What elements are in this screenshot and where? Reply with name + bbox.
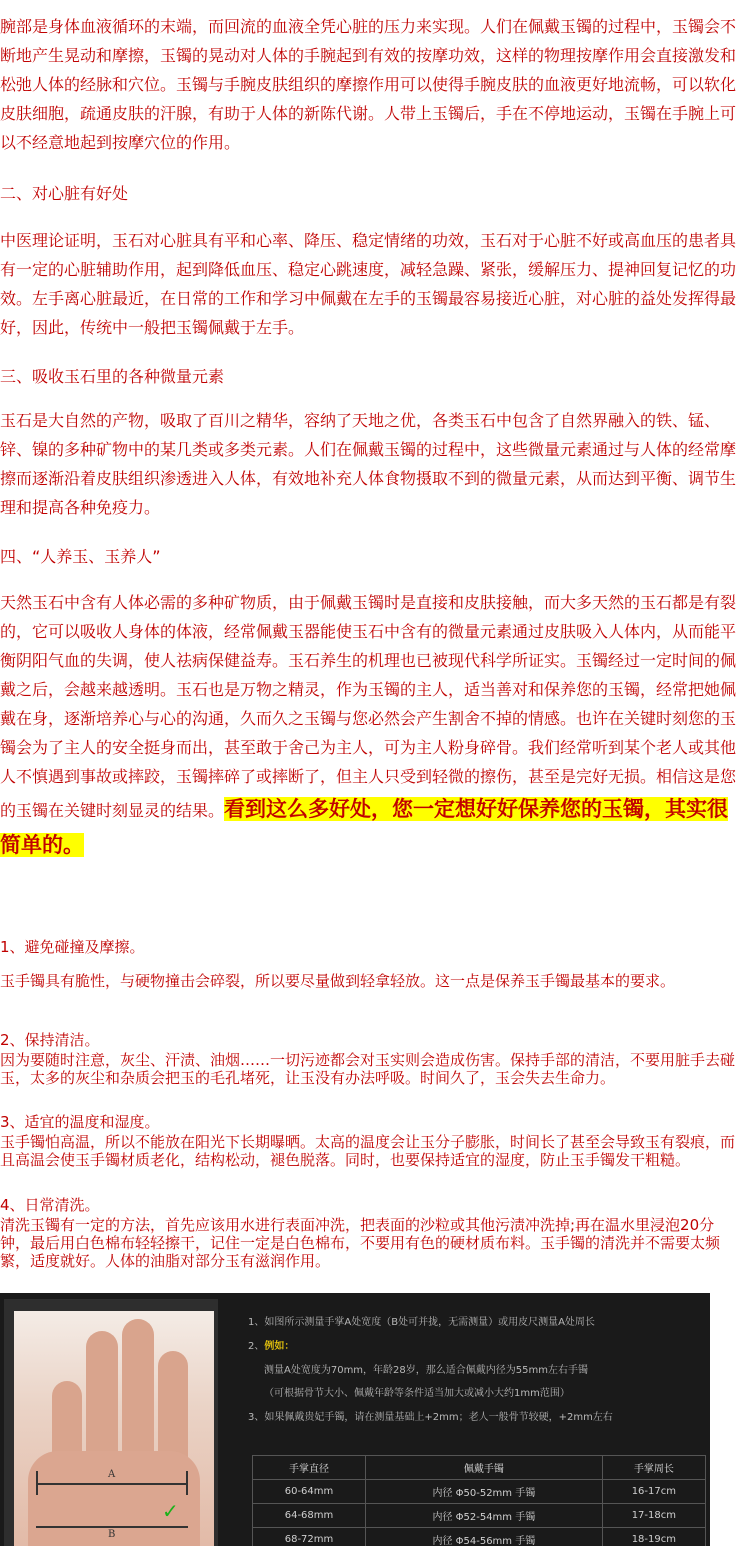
hand-photo-frame [4, 1299, 218, 1546]
measure-line-b [36, 1526, 188, 1528]
highlight-callout: 看到这么多好处，您一定想好好保养您的玉镯，其实很简单的。 [0, 797, 729, 857]
check-mark-icon: ✓ [162, 1499, 179, 1523]
guide-example-note: （可根据骨节大小、佩戴年龄等条件适当加大或减小大约1mm范围） [264, 1388, 570, 1399]
guide-example-text: 测量A处宽度为70mm，年龄28岁，那么适合佩戴内径为55mm左右手镯 [264, 1365, 588, 1376]
table-cell: 内径 Φ50-52mm 手镯 [366, 1480, 603, 1504]
care-1-body: 玉手镯具有脆性，与硬物撞击会碎裂，所以要尽量做到轻拿轻放。这一点是保养玉手镯最基本的要求。 [0, 972, 676, 990]
guide-step-1: 1、如图所示测量手掌A处宽度（B处可并拢，无需测量）或用皮尺测量A处周长 [248, 1317, 595, 1328]
table-header-cell: 手掌直径 [253, 1456, 366, 1480]
measure-tick [186, 1471, 188, 1495]
table-header-cell: 佩戴手镯 [366, 1456, 603, 1480]
heading-heart: 二、对心脏有好处 [0, 184, 129, 203]
measure-tick [36, 1471, 38, 1495]
guide-step-3: 3、如果佩戴贵妃手镯，请在测量基础上+2mm；老人一般骨节较硬，+2mm左右 [248, 1412, 613, 1423]
guide-step-2-number: 2、 [248, 1341, 265, 1352]
paragraph-trace-elements: 玉石是大自然的产物，吸取了百川之精华，容纳了天地之优，各类玉石中包含了自然界融入的铁、锰、锌、镍的多种矿物中的某几类或多类元素。人们在佩戴玉镯的过程中，这些微量元素通过与人体的经常摩擦而逐渐沿着皮肤组织渗透进入人体，有效地补充人体食物摄取不到的微量元素，从而达到平衡、调节生理和提高各种免疫力。 [0, 411, 737, 517]
finger-shape [86, 1331, 118, 1461]
paragraph-nurture [0, 588, 742, 863]
care-2-body: 因为要随时注意，灰尘、汗渍、油烟……一切污迹都会对玉实则会造成伤害。保持手部的清洁，不要用脏手去碰玉，太多的灰尘和杂质会把玉的毛孔堵死，让玉没有办法呼吸。时间久了，玉会失去生命力。 [0, 1051, 736, 1087]
table-row [253, 1504, 706, 1528]
size-table [252, 1455, 706, 1546]
table-cell: 内径 Φ54-56mm 手镯 [366, 1528, 603, 1546]
table-cell: 17-18cm [602, 1504, 705, 1528]
care-4-body: 清洗玉镯有一定的方法，首先应该用水进行表面冲洗，把表面的沙粒或其他污渍冲洗掉;再在温水里浸泡20分钟，最后用白色棉布轻轻擦干，记住一定是白色棉布，不要用有色的硬材质布料。玉手镯的清洗并不需要太频繁，适度就好。人体的油脂对部分玉有滋润作用。 [0, 1216, 721, 1270]
table-cell: 64-68mm [253, 1504, 366, 1528]
table-cell: 60-64mm [253, 1480, 366, 1504]
care-2-title: 2、保持清洁。 [0, 1031, 100, 1049]
table-row [253, 1480, 706, 1504]
paragraph-heart: 中医理论证明，玉石对心脏具有平和心率、降压、稳定情绪的功效，玉石对于心脏不好或高血压的患者具有一定的心脏辅助作用，起到降低血压、稳定心跳速度，减轻急躁、紧张，缓解压力、提神回复记忆的功效。左手离心脏最近，在日常的工作和学习中佩戴在左手的玉镯最容易接近心脏，对心脏的益处发挥得最好，因此，传统中一般把玉镯佩戴于左手。 [0, 231, 737, 337]
label-b: B [108, 1529, 116, 1540]
care-1-title: 1、避免碰撞及摩擦。 [0, 938, 145, 956]
guide-example-label: 例如： [264, 1341, 295, 1352]
table-row [253, 1528, 706, 1546]
table-cell: 68-72mm [253, 1528, 366, 1546]
table-header-cell: 手掌周长 [602, 1456, 705, 1480]
paragraph-nurture-text: 天然玉石中含有人体必需的多种矿物质，由于佩戴玉镯时是直接和皮肤接触，而大多天然的玉石都是有裂的，它可以吸收人身体的体液，经常佩戴玉器能使玉石中含有的微量元素通过皮肤吸入人体内，从而能平衡阴阳气血的失调，使人祛病保健益寿。玉石养生的机理也已被现代科学所证实。玉镯经过一定时间的佩戴之后，会越来越透明。玉石也是万物之精灵，作为玉镯的主人，适当善对和保养您的玉镯，经常把她佩戴在身，逐渐培养心与心的沟通，久而久之玉镯与您必然会产生割舍不掉的情感。也许在关键时刻您的玉镯会为了主人的安全挺身而出，甚至敢于舍己为主人，可为主人粉身碎骨。我们经常听到某个老人或其他人不慎遇到事故或摔跤，玉镯摔碎了或摔断了，但主人只受到轻微的擦伤，甚至是完好无损。相信这是您的玉镯在关键时刻显灵的结果。 [0, 593, 737, 820]
finger-shape [122, 1319, 154, 1459]
measure-line-a [36, 1483, 188, 1485]
care-4-title: 4、日常清洗。 [0, 1196, 100, 1214]
paragraph-massage: 腕部是身体血液循环的末端，而回流的血液全凭心脏的压力来实现。人们在佩戴玉镯的过程中，玉镯会不断地产生晃动和摩擦，玉镯的晃动对人体的手腕起到有效的按摩功效，这样的物理按摩作用会直接激发和松弛人体的经脉和穴位。玉镯与手腕皮肤组织的摩擦作用可以使得手腕皮肤的血液更好地流畅，可以软化皮肤细胞，疏通皮肤的汗腺，有助于人体的新陈代谢。人带上玉镯后，手在不停地运动，玉镯在手腕上可以不经意地起到按摩穴位的作用。 [0, 17, 737, 152]
table-cell: 18-19cm [602, 1528, 705, 1546]
table-cell: 16-17cm [602, 1480, 705, 1504]
table-cell: 内径 Φ52-54mm 手镯 [366, 1504, 603, 1528]
care-3-body: 玉手镯怕高温，所以不能放在阳光下长期曝晒。太高的温度会让玉分子膨胀，时间长了甚至会导致玉有裂痕，而且高温会使玉手镯材质老化，结构松动，褪色脱落。同时，也要保持适宜的湿度，防止玉手镯发干粗糙。 [0, 1133, 736, 1169]
hand-measure-image [14, 1311, 214, 1546]
heading-trace-elements: 三、吸收玉石里的各种微量元素 [0, 367, 225, 386]
label-a: A [108, 1469, 116, 1480]
table-header-row [253, 1456, 706, 1480]
guide-step-2 [248, 1340, 294, 1354]
care-3-title: 3、适宜的温度和湿度。 [0, 1113, 160, 1131]
heading-nurture: 四、“人养玉、玉养人” [0, 547, 161, 566]
